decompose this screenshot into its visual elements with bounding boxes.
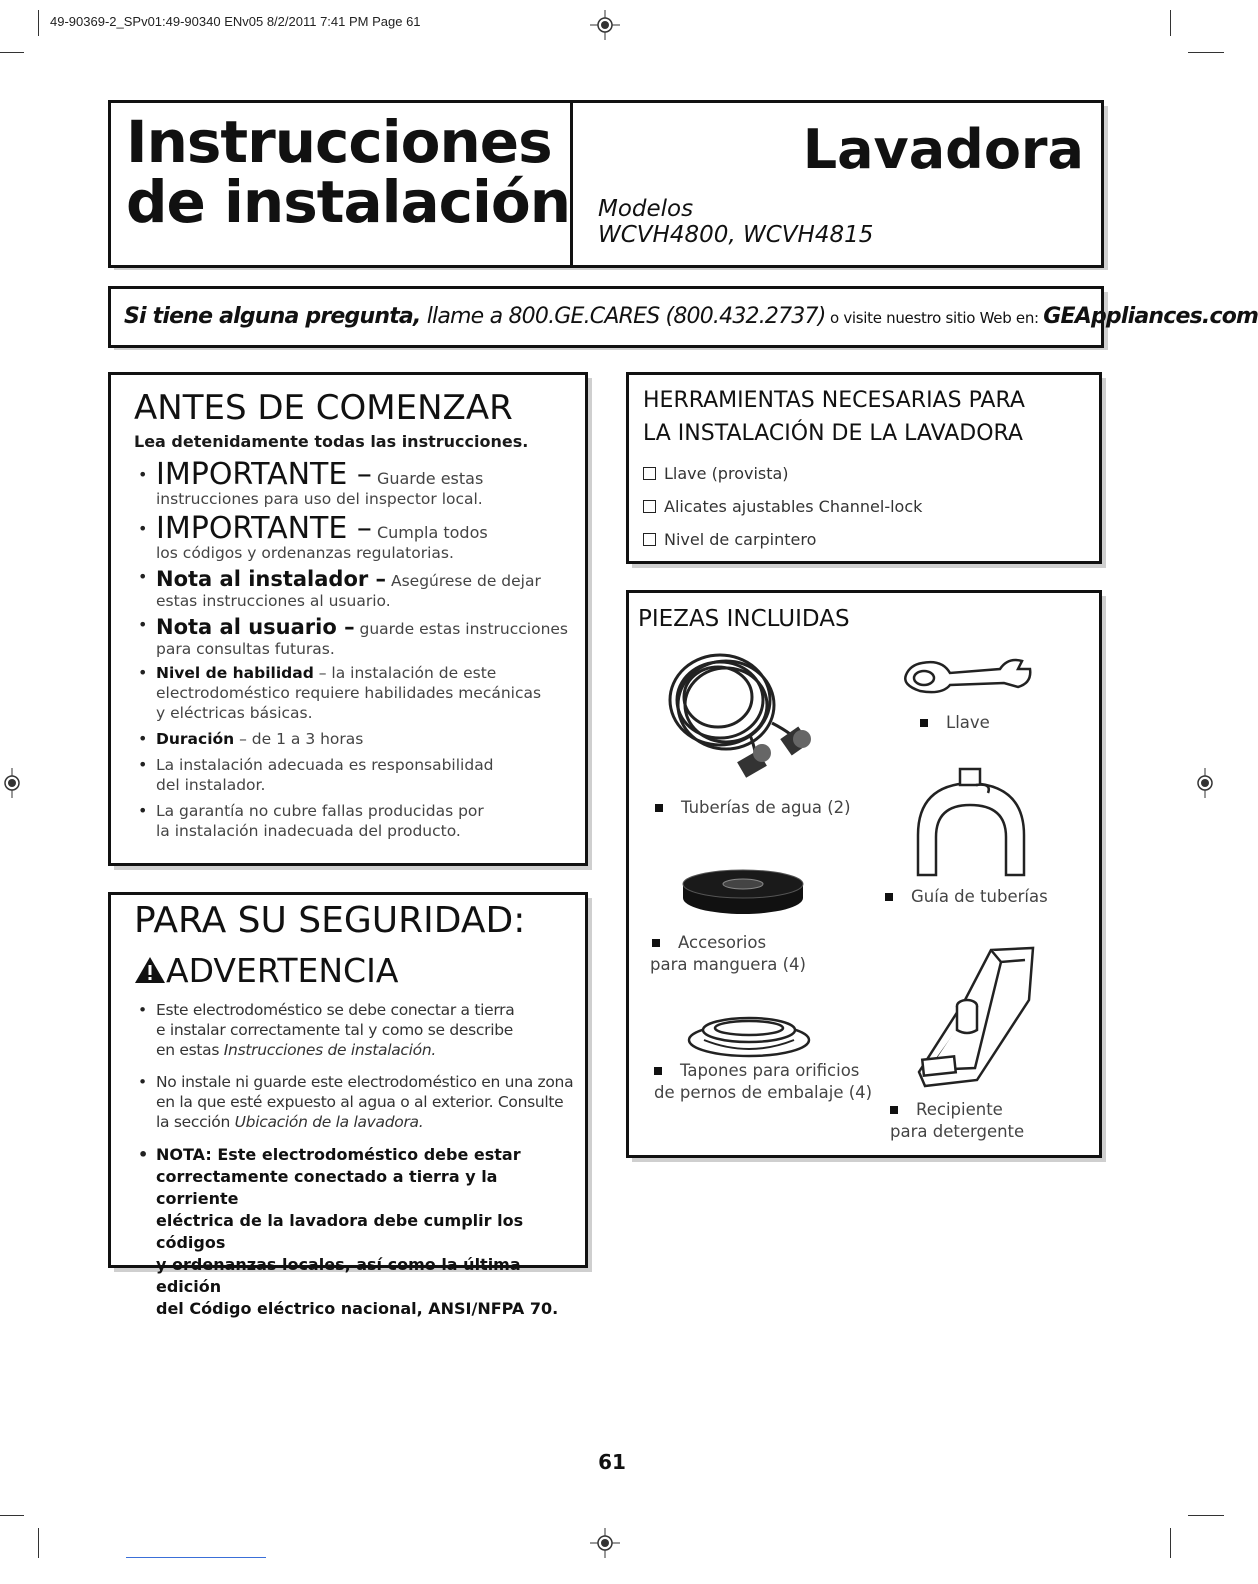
part-wrench: Llave <box>920 712 990 734</box>
water-hoses-icon <box>660 645 830 785</box>
list-item: • No instale ni guarde este electrodoméstico en una zona en la que esté expuesto al agua o al exterior. Consulte la sección Ubicación de la lavadora. <box>134 1072 574 1132</box>
warning-triangle-icon <box>134 956 166 984</box>
trim-mark <box>1170 1528 1171 1558</box>
checkbox-icon <box>643 533 656 546</box>
trim-mark <box>0 52 24 53</box>
bolt-plugs-icon <box>684 1010 814 1060</box>
list-item: • NOTA: Este electrodoméstico debe estar correctamente conectado a tierra y la corriente eléctrica de la lavadora debe cumplir los códigos y ordenanzas locales, así como la última edición del Código eléctrico nacional, ANSI/NFPA 70. <box>134 1144 574 1320</box>
before-subtitle: Lea detenidamente todas las instrucciones. <box>134 432 529 451</box>
tool-item: Alicates ajustables Channel-lock <box>643 497 1093 516</box>
part-bolt-plugs: Tapones para orificios de pernos de embalaje (4) <box>654 1061 873 1102</box>
registration-mark-icon <box>590 10 620 40</box>
checkbox-icon <box>643 500 656 513</box>
registration-mark-icon <box>0 768 24 798</box>
list-item: • Nota al usuario – guarde estas instrucciones para consultas futuras. <box>134 615 574 659</box>
page-number: 61 <box>598 1450 626 1474</box>
part-hose-washers: Accesorios para manguera (4) <box>650 933 806 974</box>
trim-mark <box>38 10 39 36</box>
safety-title: PARA SU SEGURIDAD: <box>134 900 526 941</box>
trim-mark <box>1188 1515 1224 1516</box>
trim-mark <box>1170 10 1171 36</box>
list-item: • La instalación adecuada es responsabilidad del instalador. <box>134 755 574 795</box>
hyperlink-underline <box>126 1557 266 1558</box>
list-item: • Duración – de 1 a 3 horas <box>134 729 574 749</box>
warning-heading: ADVERTENCIA <box>134 951 574 990</box>
registration-mark-icon <box>1190 768 1220 798</box>
list-item: • Nota al instalador – Asegúrese de dejar estas instrucciones al usuario. <box>134 567 574 611</box>
print-slug: 49-90369-2_SPv01:49-90340 ENv05 8/2/2011 7:41 PM Page 61 <box>50 14 421 29</box>
list-item: • Este electrodoméstico se debe conectar a tierra e instalar correctamente tal y como se describe en estas Instrucciones de instalación. <box>134 1000 574 1060</box>
trim-mark <box>38 1528 39 1558</box>
before-title: ANTES DE COMENZAR <box>134 388 513 428</box>
list-item: • Nivel de habilidad – la instalación de este electrodoméstico requiere habilidades mecánicas y eléctricas básicas. <box>134 663 574 723</box>
part-detergent-tray: Recipiente para detergente <box>890 1100 1025 1141</box>
list-item: • IMPORTANTE – Guarde estas instrucciones para uso del inspector local. <box>134 459 574 509</box>
tool-item: Nivel de carpintero <box>643 530 1093 549</box>
tool-item: Llave (provista) <box>643 464 1093 483</box>
product-name: Lavadora <box>802 118 1084 181</box>
list-item: • IMPORTANTE – Cumpla todos los códigos y ordenanzas regulatorias. <box>134 513 574 563</box>
trim-mark <box>0 1515 24 1516</box>
contact-text: Si tiene alguna pregunta, llame a 800.GE.CARES (800.432.2737) o visite nuestro sitio Web en: GEAppliances.com <box>124 304 1258 329</box>
part-hoses: Tuberías de agua (2) <box>655 797 851 819</box>
tools-title: HERRAMIENTAS NECESARIAS PARA LA INSTALACIÓN DE LA LAVADORA <box>643 388 1025 446</box>
registration-mark-icon <box>590 1528 620 1558</box>
page-title: Instrucciones de instalación <box>126 108 571 236</box>
trim-mark <box>1188 52 1224 53</box>
pipe-guide-icon <box>912 765 1037 880</box>
parts-title: PIEZAS INCLUIDAS <box>638 606 850 632</box>
models-block: Modelos WCVH4800, WCVH4815 <box>598 196 874 248</box>
part-pipe-guide: Guía de tuberías <box>885 886 1048 908</box>
hose-washers-icon <box>680 868 806 916</box>
detergent-tray-icon <box>905 940 1040 1095</box>
checkbox-icon <box>643 467 656 480</box>
wrench-icon <box>900 655 1035 695</box>
list-item: • La garantía no cubre fallas producidas por la instalación inadecuada del producto. <box>134 801 574 841</box>
